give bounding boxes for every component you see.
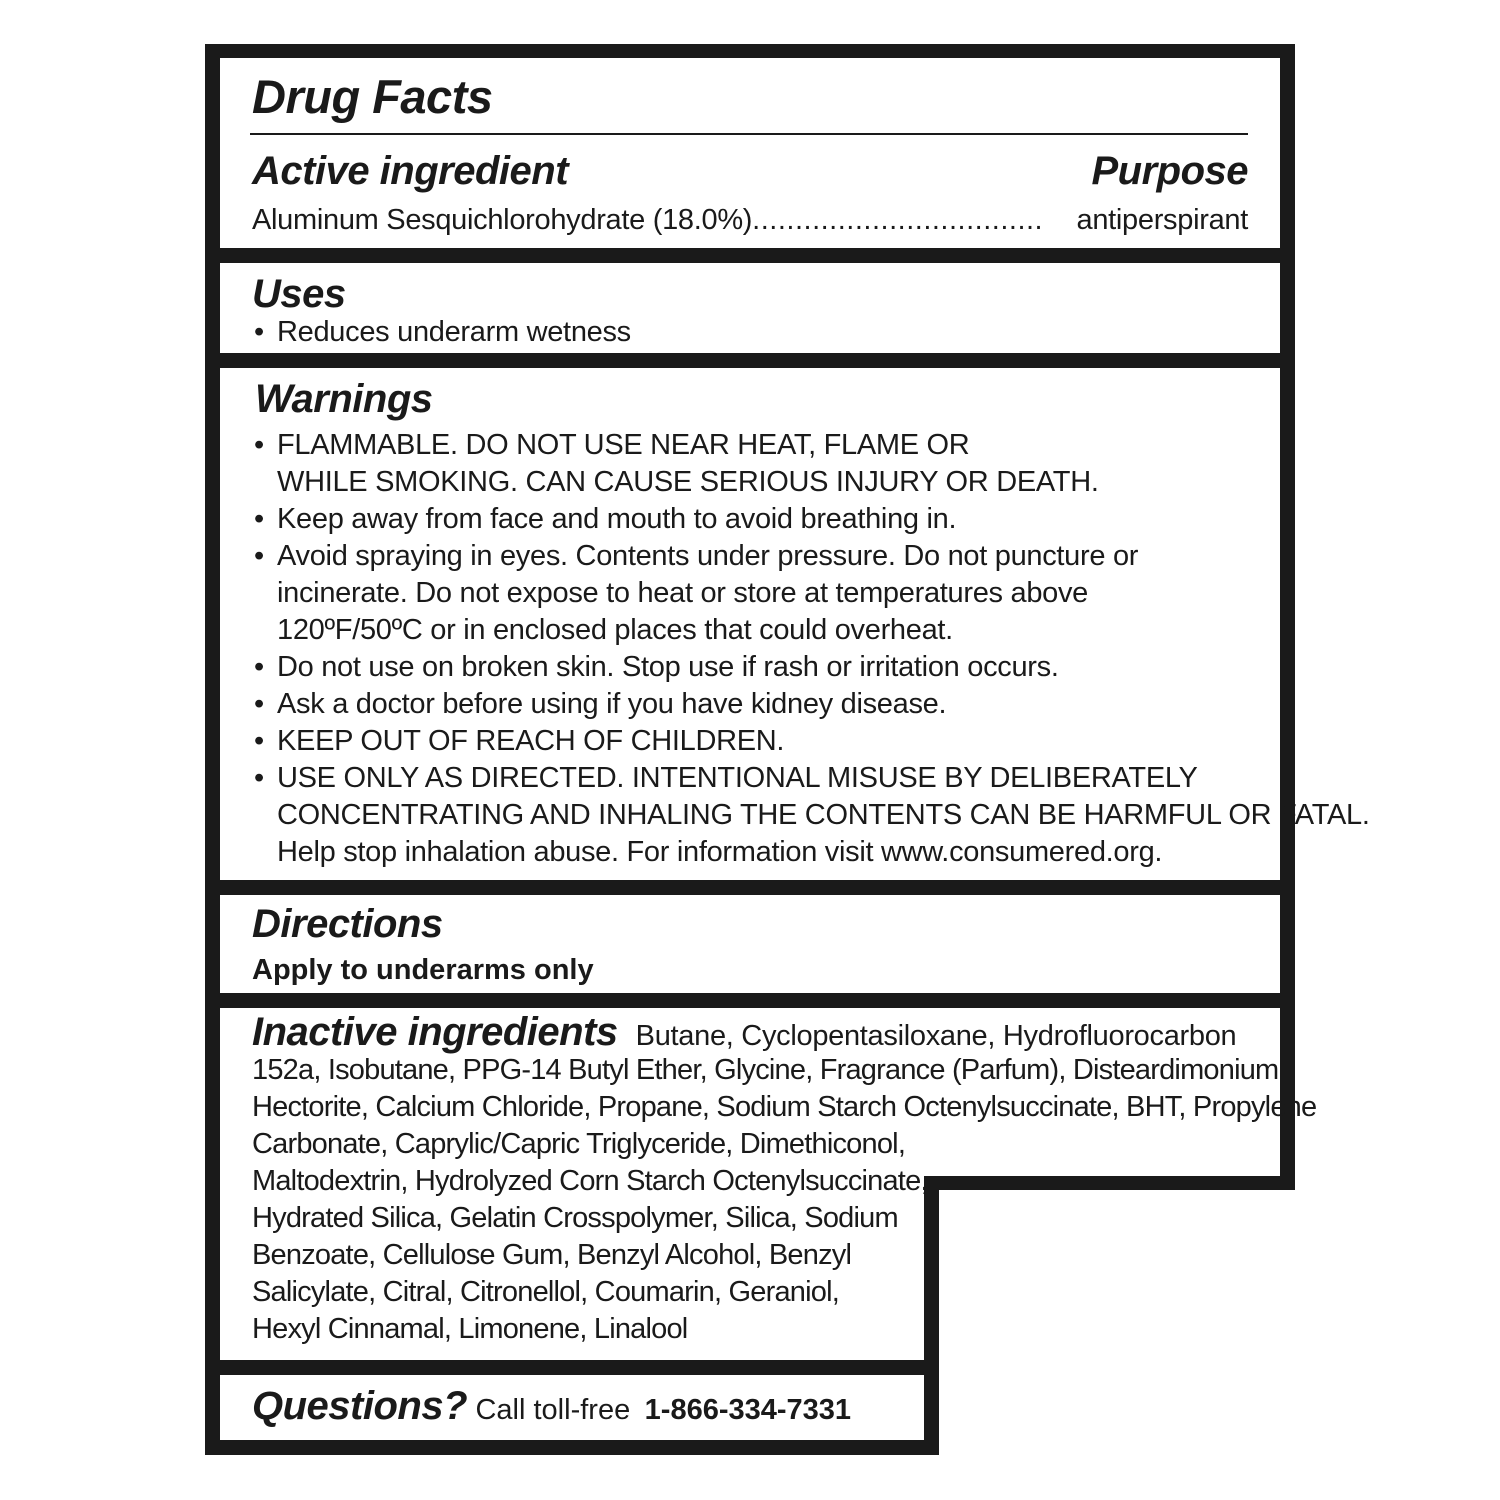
warning-line: incinerate. Do not expose to heat or store at temperatures above [277, 577, 1089, 609]
warnings-panel [220, 368, 1370, 880]
inactive-line: 152a, Isobutane, PPG-14 Butyl Ether, Glycine, Fragrance (Parfum), Disteardimonium [252, 1054, 1279, 1086]
dot-leader: .................................. [752, 204, 1044, 236]
directions-heading: Directions [252, 902, 443, 946]
title-rule [250, 133, 1248, 135]
uses-list [252, 314, 631, 351]
questions-heading: Questions? [252, 1384, 468, 1428]
warning-line: • Keep away from face and mouth to avoid breathing in. [277, 503, 957, 535]
warning-line: • USE ONLY AS DIRECTED. INTENTIONAL MISUSE BY DELIBERATELY [277, 762, 1198, 794]
questions-panel [220, 1375, 924, 1440]
inactive-line: Maltodextrin, Hydrolyzed Corn Starch Octenylsuccinate, [252, 1165, 928, 1197]
warning-line: WHILE SMOKING. CAN CAUSE SERIOUS INJURY OR DEATH. [277, 466, 1099, 498]
uses-heading: Uses [252, 272, 346, 316]
inactive-line: Butane, Cyclopentasiloxane, Hydrofluorocarbon [635, 1020, 1237, 1052]
inactive-ingredients-heading: Inactive ingredients [252, 1010, 618, 1054]
warning-line: • Do not use on broken skin. Stop use if rash or irritation occurs. [277, 651, 1059, 683]
warning-item [252, 538, 1260, 649]
warning-line: • Ask a doctor before using if you have kidney disease. [277, 688, 947, 720]
active-ingredient-heading: Active ingredient [252, 149, 569, 193]
warning-line: • FLAMMABLE. DO NOT USE NEAR HEAT, FLAME OR [277, 429, 970, 461]
inactive-line: Carbonate, Caprylic/Capric Triglyceride, Dimethiconol, [252, 1128, 906, 1160]
warning-line: CONCENTRATING AND INHALING THE CONTENTS CAN BE HARMFUL OR FATAL. [277, 799, 1370, 831]
inactive-lines [252, 1052, 1317, 1348]
call-toll-free-label: Call toll-free [475, 1394, 631, 1426]
warning-item [252, 760, 1370, 871]
inactive-line: Salicylate, Citral, Citronellol, Coumarin, Geraniol, [252, 1276, 839, 1308]
active-ingredient-panel [220, 58, 1280, 248]
inactive-line: Hectorite, Calcium Chloride, Propane, Sodium Starch Octenylsuccinate, BHT, Propylene [252, 1091, 1317, 1123]
drug-facts-title: Drug Facts [252, 70, 493, 123]
warning-line: • Avoid spraying in eyes. Contents under pressure. Do not puncture or [277, 540, 1139, 572]
active-ingredient-purpose: antiperspirant [1076, 204, 1248, 236]
directions-panel [220, 895, 1280, 993]
inactive-line: Hydrated Silica, Gelatin Crosspolymer, Silica, Sodium [252, 1202, 898, 1234]
directions-text: Apply to underarms only [252, 954, 594, 986]
phone-number: 1-866-334-7331 [644, 1394, 852, 1426]
inactive-line: Benzoate, Cellulose Gum, Benzyl Alcohol, Benzyl [252, 1239, 852, 1271]
warning-item [252, 427, 1260, 501]
warning-item [252, 686, 1260, 723]
inactive-ingredients-text [252, 1010, 1317, 1348]
list-item: • Reduces underarm wetness [252, 314, 631, 351]
warning-item [252, 723, 1260, 760]
warning-item [252, 501, 1260, 538]
uses-panel [220, 263, 1280, 353]
warning-line: Help stop inhalation abuse. For information visit www.consumered.org. [277, 836, 1163, 868]
purpose-heading: Purpose [1091, 149, 1248, 193]
warning-line: • KEEP OUT OF REACH OF CHILDREN. [277, 725, 785, 757]
inactive-line: Hexyl Cinnamal, Limonene, Linalool [252, 1313, 688, 1345]
warnings-heading: Warnings [255, 377, 433, 421]
active-ingredient-row [252, 202, 1248, 239]
warning-item [252, 649, 1260, 686]
warnings-list [252, 427, 1370, 871]
active-ingredient-name: Aluminum Sesquichlorohydrate (18.0%) [252, 204, 753, 236]
warning-line: 120ºF/50ºC or in enclosed places that could overheat. [277, 614, 953, 646]
